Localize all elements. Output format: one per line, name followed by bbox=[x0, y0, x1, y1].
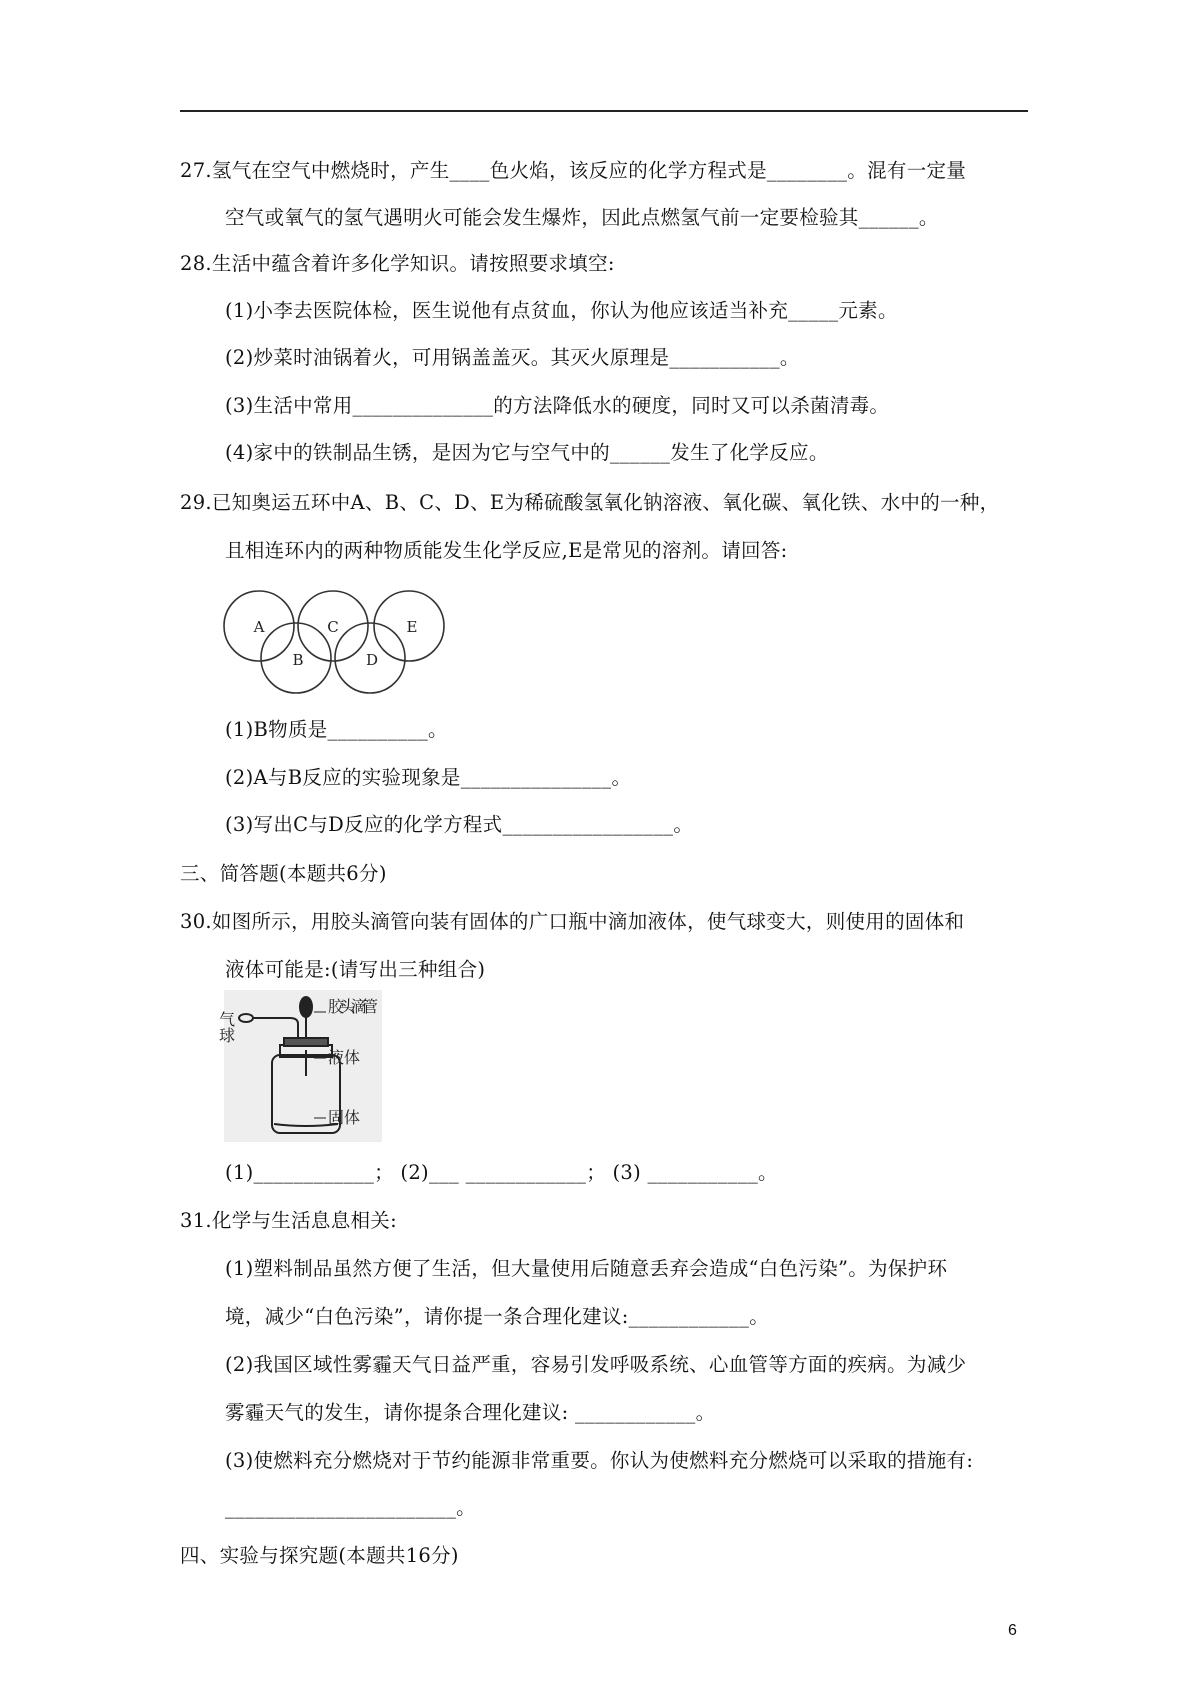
q28-stem: 28.生活中蕴含着许多化学知识。请按照要求填空: bbox=[180, 252, 615, 275]
label-solid: 固体 bbox=[328, 1108, 361, 1127]
section-three-heading: 三、简答题(本题共6分) bbox=[180, 862, 387, 885]
ring-label-c: C bbox=[327, 618, 339, 636]
q29-line2: 且相连环内的两种物质能发生化学反应,E是常见的溶剂。请回答: bbox=[225, 539, 788, 562]
ring-label-e: E bbox=[406, 618, 418, 636]
balloon-bottle-figure bbox=[216, 990, 382, 1142]
dropper-bulb bbox=[300, 997, 312, 1017]
q27-line2: 空气或氧气的氢气遇明火可能会发生爆炸，因此点燃氢气前一定要检验其______。 bbox=[225, 206, 939, 229]
label-dropper: 胶头滴管 bbox=[328, 997, 378, 1016]
q31-part2-line1: (2)我国区域性雾霾天气日益严重，容易引发呼吸系统、心血管等方面的疾病。为减少 bbox=[225, 1353, 967, 1376]
q29-part2: (2)A与B反应的实验现象是_______________。 bbox=[225, 766, 632, 789]
q31-part2-line2: 雾霾天气的发生，请你提条合理化建议: ____________。 bbox=[225, 1401, 716, 1424]
q31-stem: 31.化学与生活息息相关: bbox=[180, 1209, 397, 1232]
q30-line2: 液体可能是:(请写出三种组合) bbox=[225, 958, 486, 981]
q30-line1: 30.如图所示，用胶头滴管向装有固体的广口瓶中滴加液体，使气球变大，则使用的固体和 bbox=[180, 910, 965, 933]
q29-part3: (3)写出C与D反应的化学方程式_________________。 bbox=[225, 813, 694, 836]
q31-part3-line1: (3)使燃料充分燃烧对于节约能源非常重要。你认为使燃料充分燃烧可以采取的措施有: bbox=[225, 1449, 974, 1472]
ring-label-a: A bbox=[253, 618, 265, 636]
q27-line1: 27.氢气在空气中燃烧时，产生____色火焰，该反应的化学方程式是________。混有一定量 bbox=[180, 159, 967, 182]
q31-part1-line2: 境，减少“白色污染”，请你提一条合理化建议:____________。 bbox=[225, 1305, 770, 1328]
q28-part2: (2)炒菜时油锅着火，可用锅盖盖灭。其灭火原理是___________。 bbox=[225, 346, 800, 369]
q28-part4: (4)家中的铁制品生锈，是因为它与空气中的______发生了化学反应。 bbox=[225, 441, 829, 464]
q30-answers: (1)____________； (2)___ ____________； (3) ___________。 bbox=[225, 1161, 778, 1184]
q28-part3: (3)生活中常用______________的方法降低水的硬度，同时又可以杀菌清毒。 bbox=[225, 394, 890, 417]
section-four-heading: 四、实验与探究题(本题共16分) bbox=[180, 1544, 459, 1567]
label-liquid: 液体 bbox=[328, 1048, 361, 1067]
q29-part1: (1)B物质是__________。 bbox=[225, 718, 448, 741]
q29-line1: 29.已知奥运五环中A、B、C、D、E为稀硫酸氢氧化钠溶液、氧化碳、氧化铁、水中的一种， bbox=[180, 491, 1000, 514]
olympic-rings-figure bbox=[222, 588, 457, 713]
page-number: 6 bbox=[1008, 1622, 1017, 1639]
q28-part1: (1)小李去医院体检，医生说他有点贫血，你认为他应该适当补充_____元素。 bbox=[225, 299, 898, 322]
ring-label-d: D bbox=[365, 651, 379, 669]
label-balloon: 气球 bbox=[216, 1011, 236, 1043]
header-rule bbox=[180, 110, 1028, 112]
q31-part3-line2: _______________________。 bbox=[225, 1496, 476, 1519]
rubber-stopper bbox=[284, 1038, 328, 1046]
ring-label-b: B bbox=[292, 651, 304, 669]
q31-part1-line1: (1)塑料制品虽然方便了生活，但大量使用后随意丢弃会造成“白色污染”。为保护环 bbox=[225, 1257, 948, 1280]
